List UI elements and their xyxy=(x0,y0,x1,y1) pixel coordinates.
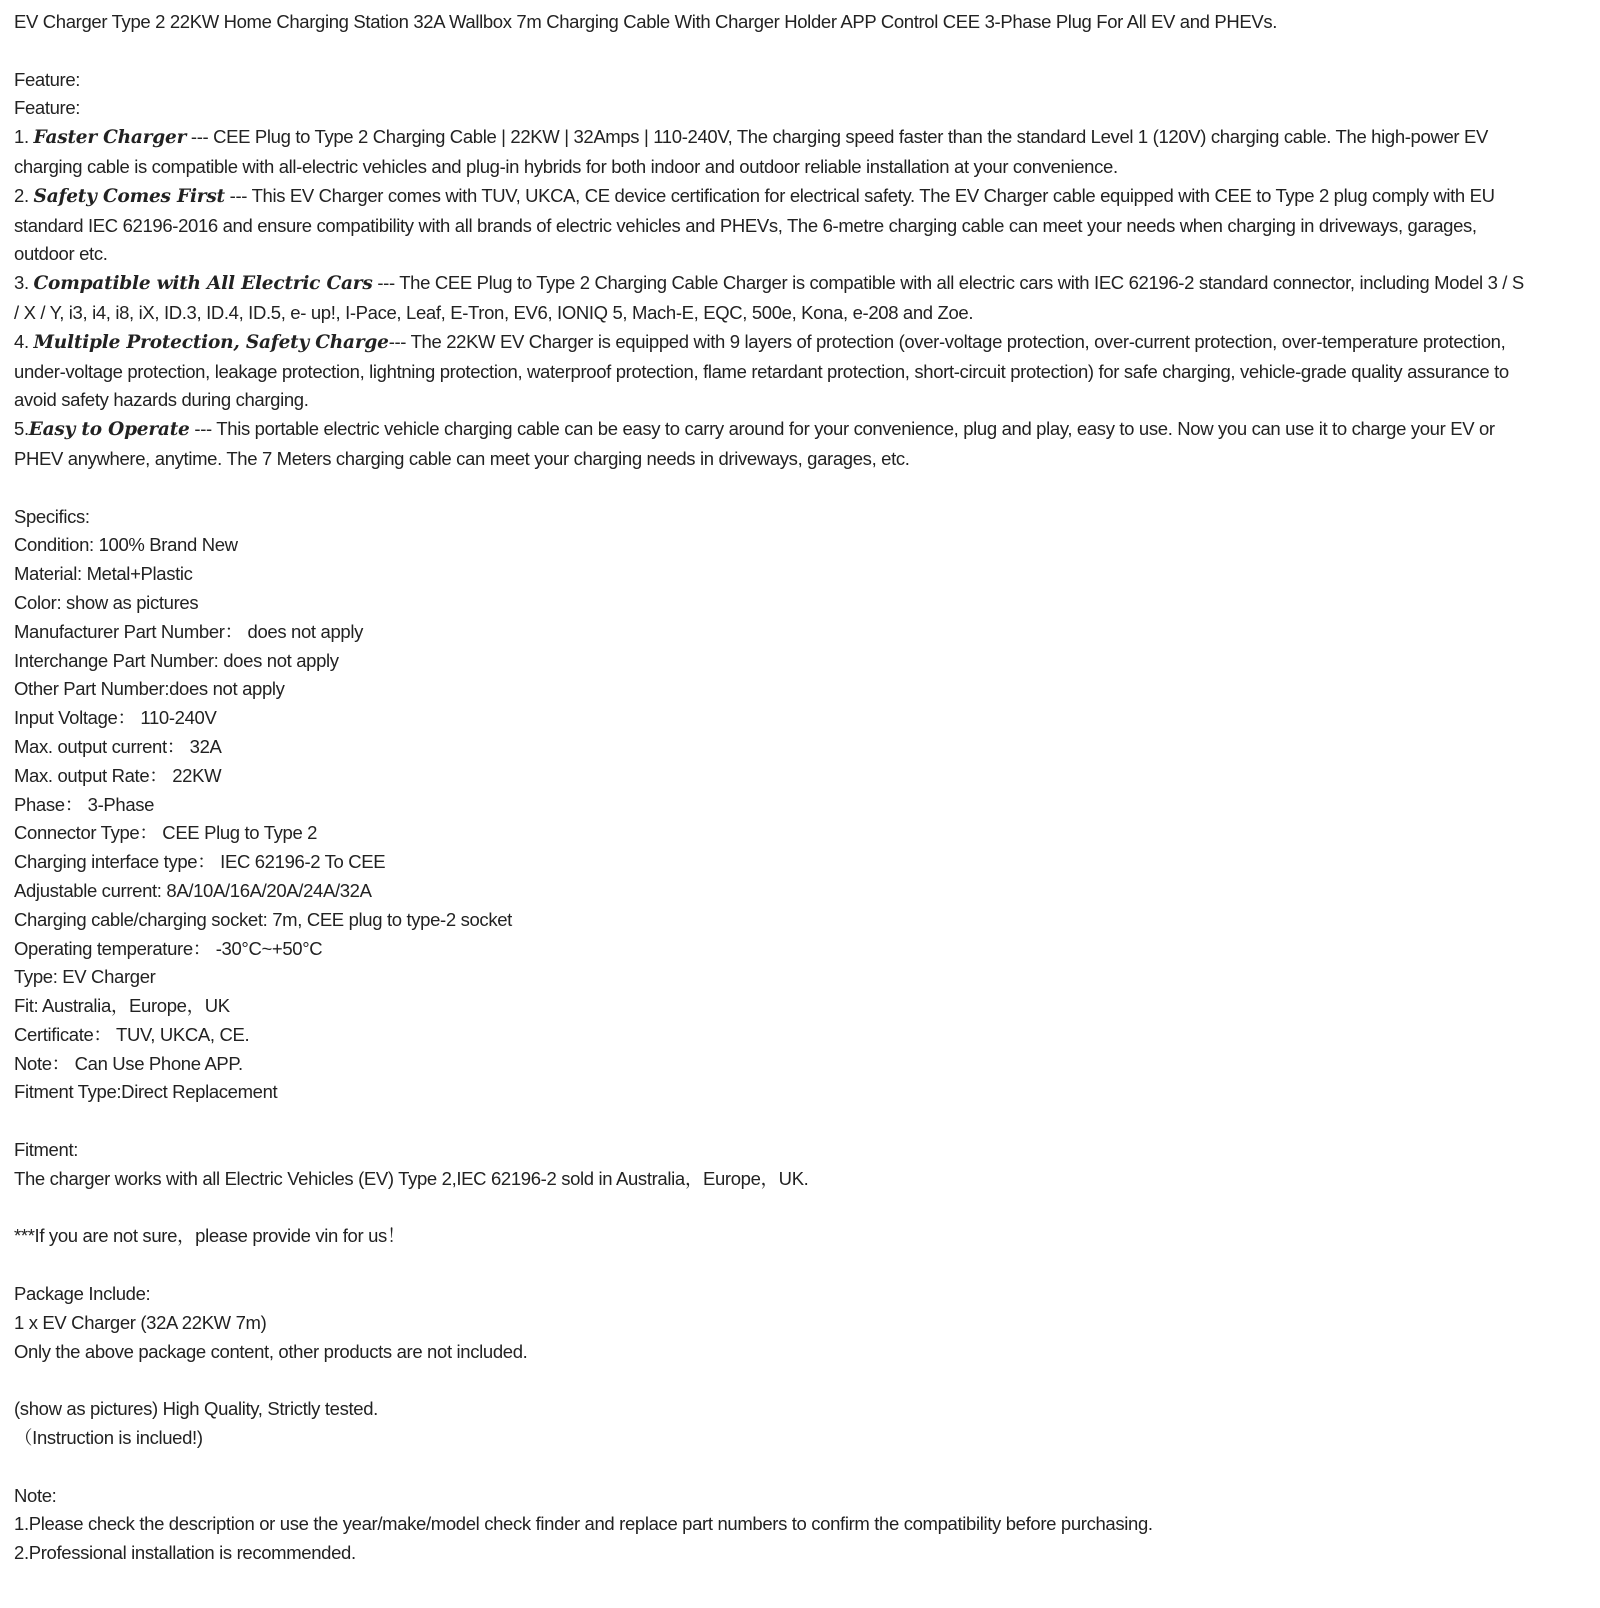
feature-3-text: --- The CEE Plug to Type 2 Charging Cable Charger is compatible with all electric cars with IEC 62196-2 standard connector, including Model 3 / S / X / Y, i3, i4, i8, iX, ID.3, ID.4, ID.5, e- up!, I-Pace, Leaf, E-Tron, EV6, IONIQ 5, Mach-E, EQC, 500e, Kona, e-208 and Zoe. xyxy=(14,272,1524,323)
quality-line: (show as pictures) High Quality, Strictly tested. xyxy=(14,1398,378,1420)
specifics-item-interface-type: Charging interface type： IEC 62196-2 To CEE xyxy=(14,851,386,873)
feature-5-title: Easy to Operate xyxy=(28,419,190,441)
specifics-item-max-rate: Max. output Rate： 22KW xyxy=(14,764,222,786)
note-item-compatibility: 1.Please check the description or use the year/make/model check finder and replace part numbers to confirm the compatibility before purchasing. xyxy=(14,1513,1153,1535)
package-heading: Package Include: xyxy=(14,1283,151,1305)
feature-item-4 xyxy=(14,328,1524,415)
specifics-item-fit: Fit: Australia，Europe，UK xyxy=(14,995,230,1017)
note-heading: Note: xyxy=(14,1484,57,1506)
fitment-heading: Fitment: xyxy=(14,1139,79,1161)
feature-2-number: 2. xyxy=(14,184,34,206)
specifics-heading: Specifics: xyxy=(14,505,90,527)
specifics-item-certificate: Certificate： TUV, UKCA, CE. xyxy=(14,1023,250,1045)
feature-5-text: --- This portable electric vehicle charging cable can be easy to carry around for your convenience, plug and play, easy to use. Now you can use it to charge your EV or PHEV anywhere, anytime. The 7 Meters charging cable can meet your charging needs in driveways, garages, etc. xyxy=(14,418,1495,469)
note-item-installation: 2.Professional installation is recommended. xyxy=(14,1542,356,1564)
specifics-item-interchange-pn: Interchange Part Number: does not apply xyxy=(14,649,339,671)
feature-item-2 xyxy=(14,182,1524,269)
specifics-item-cable-socket: Charging cable/charging socket: 7m, CEE plug to type-2 socket xyxy=(14,908,512,930)
specifics-item-adjustable-current: Adjustable current: 8A/10A/16A/20A/24A/32A xyxy=(14,879,372,901)
feature-4-title: Multiple Protection, Safety Charge xyxy=(33,331,389,353)
specifics-item-operating-temp: Operating temperature： -30°C~+50°C xyxy=(14,937,323,959)
specifics-item-type: Type: EV Charger xyxy=(14,966,156,988)
feature-heading-repeat: Feature: xyxy=(14,97,81,119)
specifics-item-input-voltage: Input Voltage： 110-240V xyxy=(14,707,217,729)
feature-4-number: 4. xyxy=(14,330,34,352)
specifics-item-fitment-type: Fitment Type:Direct Replacement xyxy=(14,1081,278,1103)
feature-2-title: Safety Comes First xyxy=(33,185,225,207)
instruction-line: （Instruction is inclued!) xyxy=(14,1427,203,1449)
feature-heading: Feature: xyxy=(14,68,81,90)
feature-item-5 xyxy=(14,415,1524,474)
feature-4-text: --- The 22KW EV Charger is equipped with 9 layers of protection (over-voltage protection, over-current protection, over-temperature protection, under-voltage protection, leakage protection, lightning protection, waterproof protection, flame retardant protection, short-circuit protection) for safe charging, vehicle-grade quality assurance to avoid safety hazards during charging. xyxy=(14,330,1509,411)
specifics-item-color: Color: show as pictures xyxy=(14,591,199,613)
feature-item-3 xyxy=(14,269,1524,328)
feature-1-number: 1. xyxy=(14,126,34,148)
specifics-item-max-current: Max. output current： 32A xyxy=(14,735,222,757)
specifics-item-material: Material: Metal+Plastic xyxy=(14,563,193,585)
package-item-disclaimer: Only the above package content, other products are not included. xyxy=(14,1340,528,1362)
feature-1-title: Faster Charger xyxy=(33,127,187,149)
feature-3-title: Compatible with All Electric Cars xyxy=(33,273,373,295)
specifics-item-note-app: Note： Can Use Phone APP. xyxy=(14,1052,243,1074)
feature-2-text: --- This EV Charger comes with TUV, UKCA, CE device certification for electrical safety. The EV Charger cable equipped with CEE to Type 2 plug comply with EU standard IEC 62196-2016 and ensure compatibility with all brands of electric vehicles and PHEVs, The 6-metre charging cable can meet your needs when charging in driveways, garages, outdoor etc. xyxy=(14,184,1495,265)
feature-item-1 xyxy=(14,123,1524,182)
fitment-text: The charger works with all Electric Vehicles (EV) Type 2,IEC 62196-2 sold in Australia，Europe，UK. xyxy=(14,1167,809,1189)
specifics-item-phase: Phase： 3-Phase xyxy=(14,793,155,815)
feature-5-number: 5. xyxy=(14,418,29,440)
vin-note: ***If you are not sure，please provide vin for us！ xyxy=(14,1225,406,1247)
specifics-item-mpn: Manufacturer Part Number： does not apply xyxy=(14,620,363,642)
feature-3-number: 3. xyxy=(14,272,34,294)
specifics-item-condition: Condition: 100% Brand New xyxy=(14,534,238,556)
specifics-item-connector-type: Connector Type： CEE Plug to Type 2 xyxy=(14,822,318,844)
feature-1-text: --- CEE Plug to Type 2 Charging Cable | 22KW | 32Amps | 110-240V, The charging speed faster than the standard Level 1 (120V) charging cable. The high-power EV charging cable is compatible with all-electric vehicles and plug-in hybrids for both indoor and outdoor reliable installation at your convenience. xyxy=(14,126,1488,177)
package-item-charger: 1 x EV Charger (32A 22KW 7m) xyxy=(14,1311,267,1333)
specifics-item-other-pn: Other Part Number:does not apply xyxy=(14,678,285,700)
product-title: EV Charger Type 2 22KW Home Charging Station 32A Wallbox 7m Charging Cable With Charger Holder APP Control CEE 3-Phase Plug For All EV and PHEVs. xyxy=(14,11,1278,32)
